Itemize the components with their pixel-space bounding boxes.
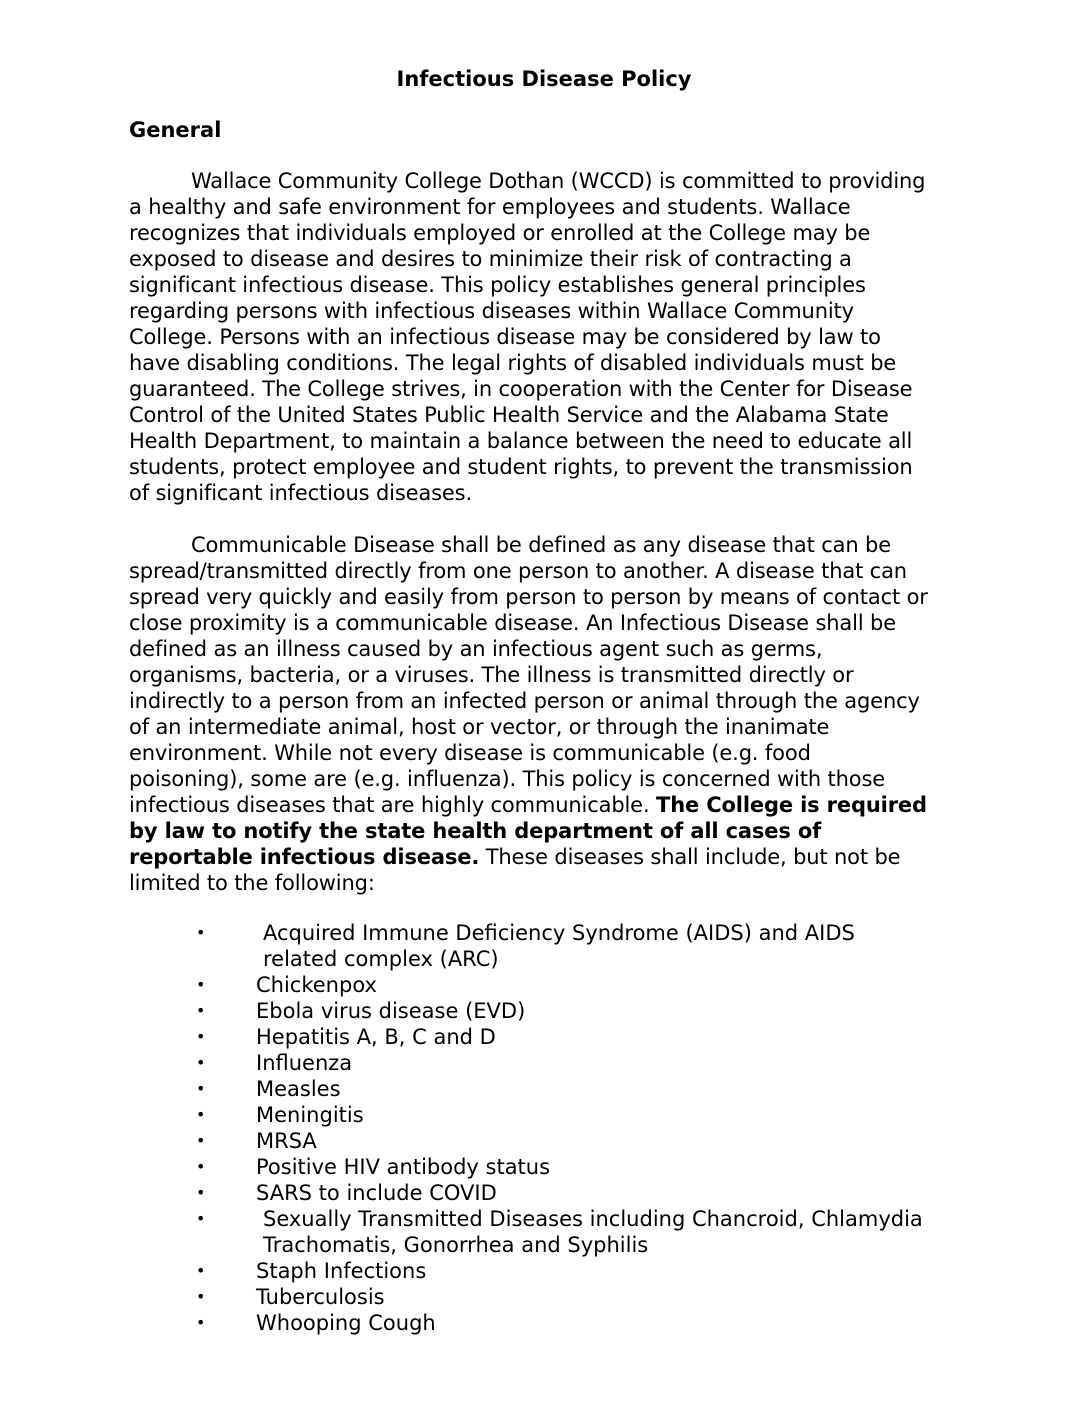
bold-notice-text: The College is required — [656, 793, 927, 817]
paragraph-line: students, protect employee and student rights, to prevent the transmission — [129, 455, 913, 479]
bullet-icon: • — [196, 1261, 206, 1280]
paragraph-line: indirectly to a person from an infected person or animal through the agency — [129, 689, 920, 713]
bullet-icon: • — [196, 1027, 206, 1046]
list-item — [190, 1076, 990, 1102]
list-item-text: Staph Infections — [256, 1259, 427, 1283]
list-item — [190, 1050, 990, 1076]
paragraph-line: have disabling conditions. The legal rights of disabled individuals must be — [129, 351, 897, 375]
paragraph-line: environment. While not every disease is communicable (e.g. food — [129, 741, 811, 765]
list-item — [190, 1024, 990, 1050]
list-item-text: Trachomatis, Gonorrhea and Syphilis — [263, 1233, 649, 1257]
bold-notice-text: by law to notify the state health department of all cases of — [129, 819, 822, 843]
list-item-text: Meningitis — [256, 1103, 364, 1127]
list-item — [190, 972, 990, 998]
list-item-text: SARS to include COVID — [256, 1181, 497, 1205]
list-item — [190, 1128, 990, 1154]
bullet-icon: • — [196, 975, 206, 994]
paragraph-line: recognizes that individuals employed or enrolled at the College may be — [129, 221, 871, 245]
list-item — [190, 1154, 990, 1180]
list-item-text: Sexually Transmitted Diseases including Chancroid, Chlamydia — [263, 1207, 923, 1231]
list-item — [190, 1102, 990, 1128]
bold-notice-text: reportable infectious disease. — [129, 845, 480, 869]
bullet-icon: • — [196, 1131, 206, 1150]
bullet-icon: • — [196, 1079, 206, 1098]
list-item — [190, 920, 990, 972]
list-item — [190, 1180, 990, 1206]
paragraph-line: Health Department, to maintain a balance between the need to educate all — [129, 429, 913, 453]
document-title: Infectious Disease Policy — [396, 67, 692, 91]
bullet-icon: • — [196, 1053, 206, 1072]
paragraph-line-mixed — [129, 792, 959, 818]
paragraph-line-mixed — [129, 844, 959, 870]
bullet-icon: • — [196, 1183, 206, 1202]
bullet-icon: • — [196, 1001, 206, 1020]
list-item-text: Hepatitis A, B, C and D — [256, 1025, 496, 1049]
bullet-icon: • — [196, 1157, 206, 1176]
paragraph-line: significant infectious disease. This policy establishes general principles — [129, 273, 866, 297]
bullet-icon: • — [196, 1209, 206, 1228]
list-item-text: Chickenpox — [256, 973, 377, 997]
list-item — [190, 998, 990, 1024]
list-item-text: Tuberculosis — [256, 1285, 385, 1309]
paragraph-line: close proximity is a communicable disease. An Infectious Disease shall be — [129, 611, 896, 635]
paragraph-line: a healthy and safe environment for employees and students. Wallace — [129, 195, 851, 219]
list-item-text: Influenza — [256, 1051, 353, 1075]
paragraph-line: Control of the United States Public Health Service and the Alabama State — [129, 403, 889, 427]
list-item-text: Positive HIV antibody status — [256, 1155, 551, 1179]
bullet-icon: • — [196, 1287, 206, 1306]
list-item-text: related complex (ARC) — [263, 947, 499, 971]
paragraph-line: Wallace Community College Dothan (WCCD) is committed to providing — [191, 169, 926, 193]
bullet-icon: • — [196, 1313, 206, 1332]
paragraph-line: limited to the following: — [129, 871, 375, 895]
paragraph-general — [129, 168, 959, 506]
paragraph-line: Communicable Disease shall be defined as any disease that can be — [191, 533, 891, 557]
list-item — [190, 1310, 990, 1336]
bullet-icon: • — [196, 1105, 206, 1124]
paragraph-text: These diseases shall include, but not be — [479, 845, 901, 869]
list-item — [190, 1284, 990, 1310]
paragraph-line: regarding persons with infectious diseases within Wallace Community — [129, 299, 854, 323]
paragraph-line: spread/transmitted directly from one person to another. A disease that can — [129, 559, 907, 583]
paragraph-line: spread very quickly and easily from person to person by means of contact or — [129, 585, 928, 609]
reportable-disease-list — [190, 920, 990, 1336]
list-item-text: Whooping Cough — [256, 1311, 436, 1335]
list-item-text: Ebola virus disease (EVD) — [256, 999, 526, 1023]
bullet-icon: • — [196, 923, 206, 942]
list-item-text: Measles — [256, 1077, 341, 1101]
list-item — [190, 1206, 990, 1258]
list-item — [190, 1258, 990, 1284]
section-heading-general: General — [129, 118, 222, 142]
paragraph-communicable-disease — [129, 532, 959, 896]
paragraph-line: defined as an illness caused by an infectious agent such as germs, — [129, 637, 823, 661]
paragraph-line: poisoning), some are (e.g. influenza). This policy is concerned with those — [129, 767, 886, 791]
paragraph-text: infectious diseases that are highly communicable. — [129, 793, 657, 817]
paragraph-line: exposed to disease and desires to minimize their risk of contracting a — [129, 247, 852, 271]
paragraph-line: guaranteed. The College strives, in cooperation with the Center for Disease — [129, 377, 913, 401]
paragraph-line: College. Persons with an infectious disease may be considered by law to — [129, 325, 881, 349]
paragraph-line: organisms, bacteria, or a viruses. The illness is transmitted directly or — [129, 663, 854, 687]
list-item-text: MRSA — [256, 1129, 317, 1153]
paragraph-line: of significant infectious diseases. — [129, 481, 472, 505]
list-item-text: Acquired Immune Deficiency Syndrome (AIDS) and AIDS — [263, 921, 855, 945]
paragraph-line: of an intermediate animal, host or vector, or through the inanimate — [129, 715, 830, 739]
